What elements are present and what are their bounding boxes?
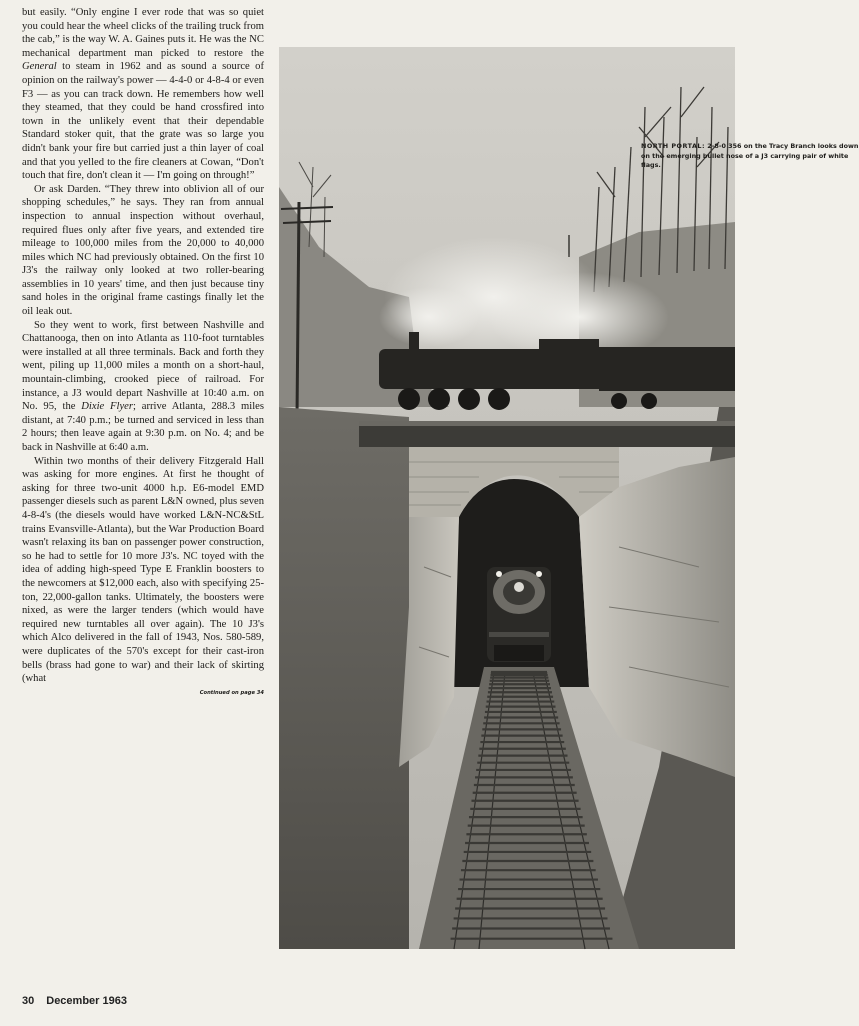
caption-text: 2-8-0 356 on the Tracy Branch looks down on the emerging bullet nose of a J3 carrying pair of white flags. — [641, 142, 859, 169]
caption-lead: NORTH PORTAL: — [641, 142, 706, 150]
photo-caption — [641, 142, 859, 171]
italic-text: General — [22, 61, 57, 73]
issue-date: December 1963 — [46, 995, 127, 1007]
train-photo — [279, 47, 859, 949]
page-footer — [22, 995, 127, 1007]
paragraph-text: but easily. “Only engine I ever rode that was so quiet you could hear the wheel clicks of the trailing truck from the cab,” is the way W. A. Gaines puts it. He was the NC mechanical department man picked to restore the — [22, 7, 264, 59]
article-paragraph — [22, 319, 264, 455]
article-paragraph — [22, 6, 264, 183]
paragraph-text: ; arrive Atlanta, 288.3 miles distant, at 7:40 p.m.; be turned and serviced in less than 2 hours; then leave again at 9:30 p.m. on No. 4; and be back in Nashville at 6:40 a.m. — [22, 401, 264, 453]
paragraph-text: Or ask Darden. “They threw into oblivion all of our shopping schedules,” he says. They ran from annual inspection to annual inspection without overhaul, required flues only after five years, and extended tire mileage to 100,000 miles from the 20,000 to 40,000 miles which NC had previously obtained. On the first 10 J3's the railway only looked at two roller-bearing assemblies in 10 years' time, and then just because tiny sand holes in the original frame castings finally let the oil leak out. — [22, 183, 264, 318]
paragraph-text: Within two months of their delivery Fitzgerald Hall was asking for more engines. At first he thought of asking for three two-unit 4000 h.p. E6-model EMD passenger diesels such as parent L&N owned, plus seven 4-8-4's (the diesels would have worked L&N-NC&StL trains Evansville-Atlanta), but the War Production Board wasn't relaxing its ban on passenger power construction, so he had to settle for 10 more J3's. NC toyed with the idea of adding high-speed Type E Franklin boosters to the newcomers at $12,000 each, also with specifying 25-ton, 22,000-gallon tanks. Ultimately, the boosters were nixed, as were the larger tenders (which would have required new turntables all over again). The 10 J3's which Alco delivered in the fall of 1943, Nos. 580-589, were duplicates of the 570's except for their cast-iron bells (brass had gone to war) and their lack of skirting (what — [22, 455, 264, 685]
page-number: 30 — [22, 995, 35, 1007]
article-paragraph — [22, 183, 264, 319]
article-column — [22, 6, 264, 700]
article-paragraph — [22, 455, 264, 686]
continued-note: Continued on page 34 — [199, 689, 264, 696]
italic-text: Dixie Flyer — [81, 401, 133, 413]
paragraph-text: So they went to work, first between Nashville and Chattanooga, then on into Atlanta as 110-foot turntables were installed at all three terminals. Back and forth they went, piling up 11,000 miles a month on a short-haul, mountain-climbing, crooked piece of railroad. For instance, a J3 would depart Nashville at 10:40 a.m. on No. 95, the — [22, 319, 264, 413]
paragraph-text: to steam in 1962 and as sound a source of opinion on the railway's power — 4-4-0 or 4-8-4 or even F3 — as you can track down. He remembers how well they steamed, that they could be hand crossfired into town in the unlikely event that their dependable Standard stoker quit, that the grate was so large you didn't bank your fire but carried just a thin layer of coal and that you yelled to the fire cleaners at Cowan, “Don't touch that fire, don't clean it — I'm going on through!” — [22, 61, 264, 182]
photo-illustration — [279, 47, 735, 949]
